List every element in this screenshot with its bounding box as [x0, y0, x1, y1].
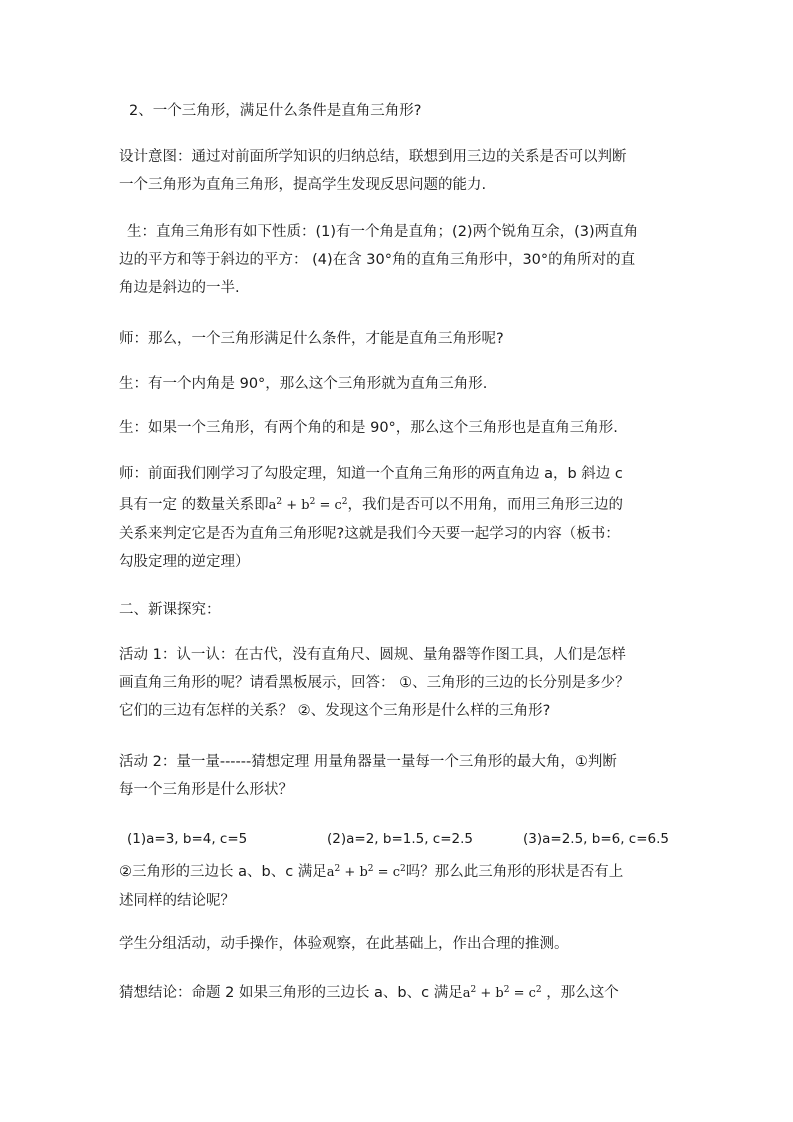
teacher-intro-line-2: [119, 488, 679, 520]
teacher-intro-line-4: 勾股定理的逆定理）: [119, 554, 250, 570]
conjecture-post: ，那么这个: [541, 985, 619, 1001]
question-relation-line-1: [119, 855, 679, 887]
activity-1-line-3: 它们的三边有怎样的关系？ ②、发现这个三角形是什么样的三角形?: [119, 703, 551, 719]
triangle-1: (1)a=3, b=4, c=5: [127, 831, 248, 847]
teacher-intro-line-3: 关系来判定它是否为直角三角形呢?这就是我们今天要一起学习的内容（板书：: [119, 526, 620, 542]
teacher-intro-line-1: 师：前面我们刚学习了勾股定理，知道一个直角三角形的两直角边 a，b 斜边 c: [119, 466, 623, 482]
formula-b: b: [359, 865, 368, 880]
design-intent-line-1: 设计意图：通过对前面所学知识的归纳总结，联想到用三边的关系是否可以判断: [119, 149, 627, 165]
question-2: [119, 97, 679, 125]
formula-plus: +: [476, 986, 496, 1001]
section-heading-2-text: 二、新课探究：: [119, 602, 221, 618]
group-activity: [119, 930, 679, 958]
teacher-question-1: [119, 325, 679, 353]
student-answer-3: [119, 414, 679, 442]
activity-2: [119, 748, 679, 804]
triangle-3: (3)a=2.5, b=6, c=6.5: [523, 831, 670, 847]
formula-c: c: [528, 986, 536, 1001]
question-relation-pre: ②三角形的三边长 a、b、c 满足: [119, 864, 327, 880]
formula-exp: 2: [334, 864, 341, 874]
formula-a: a: [462, 986, 471, 1001]
formula-exp: 2: [535, 985, 542, 995]
teacher-intro: [119, 460, 679, 576]
design-intent-line-2: 一个三角形为直角三角形，提高学生发现反思问题的能力.: [119, 177, 487, 193]
triangle-list: [119, 825, 679, 853]
question-2-text: 2、一个三角形，满足什么条件是直角三角形?: [129, 103, 422, 119]
formula-exp: 2: [367, 864, 374, 874]
activity-1-line-1: 活动 1：认一认：在古代，没有直角尺、圆规、量角器等作图工具，人们是怎样: [119, 647, 626, 663]
formula-plus: +: [282, 498, 302, 513]
student-answer-1: [119, 218, 679, 302]
teacher-question-1-text: 师：那么，一个三角形满足什么条件，才能是直角三角形呢?: [119, 331, 504, 347]
activity-1: [119, 641, 679, 725]
formula-eq: =: [509, 986, 529, 1001]
formula-exp: 2: [503, 985, 510, 995]
activity-1-line-2: 画直角三角形的呢？请看黑板展示，回答： ①、三角形的三边的长分别是多少？: [119, 675, 630, 691]
pythagorean-formula: [269, 498, 348, 513]
triangle-2: (2)a=2, b=1.5, c=2.5: [327, 831, 474, 847]
formula-c: c: [392, 865, 400, 880]
conjecture: [119, 976, 679, 1008]
question-relation-line-2: 述同样的结论呢？: [119, 893, 235, 909]
formula-exp: 2: [309, 497, 316, 507]
pythagorean-formula: [327, 865, 406, 880]
teacher-intro-line-2-post: ，我们是否可以不用角，而用三角形三边的: [347, 497, 624, 513]
student-answer-1-line-2: 边的平方和等于斜边的平方： (4)在含 30°角的直角三角形中，30°的角所对的直: [119, 252, 636, 268]
group-activity-text: 学生分组活动，动手操作，体验观察，在此基础上，作出合理的推测。: [119, 936, 569, 952]
formula-plus: +: [340, 865, 360, 880]
question-relation: [119, 855, 679, 915]
question-relation-post: 吗？那么此三角形的形状是否有上: [405, 864, 624, 880]
design-intent: [119, 143, 679, 199]
formula-b: b: [495, 986, 504, 1001]
formula-eq: =: [373, 865, 393, 880]
formula-b: b: [301, 498, 310, 513]
formula-c: c: [334, 498, 342, 513]
student-answer-2: [119, 370, 679, 398]
formula-eq: =: [315, 498, 335, 513]
formula-exp: 2: [399, 864, 406, 874]
formula-a: a: [268, 498, 277, 513]
teacher-intro-line-2-pre: 具有一定 的数量关系即: [119, 497, 269, 513]
conjecture-line-1: [119, 976, 679, 1008]
student-answer-2-text: 生：有一个内角是 90°，那么这个三角形就为直角三角形.: [119, 376, 488, 392]
activity-2-line-1: 活动 2：量一量------猜想定理 用量角器量一量每一个三角形的最大角，①判断: [119, 754, 617, 770]
formula-exp: 2: [470, 985, 477, 995]
formula-exp: 2: [276, 497, 283, 507]
student-answer-1-line-1: 生：直角三角形有如下性质：(1)有一个角是直角；(2)两个锐角互余，(3)两直角: [127, 224, 639, 240]
section-heading-2: [119, 596, 679, 624]
activity-2-line-2: 每一个三角形是什么形状？: [119, 782, 293, 798]
formula-a: a: [326, 865, 335, 880]
formula-exp: 2: [341, 497, 348, 507]
pythagorean-formula: [463, 986, 542, 1001]
student-answer-1-line-3: 角边是斜边的一半.: [119, 280, 240, 296]
conjecture-pre: 猜想结论：命题 2 如果三角形的三边长 a、b、c 满足: [119, 985, 463, 1001]
student-answer-3-text: 生：如果一个三角形，有两个角的和是 90°，那么这个三角形也是直角三角形.: [119, 420, 618, 436]
